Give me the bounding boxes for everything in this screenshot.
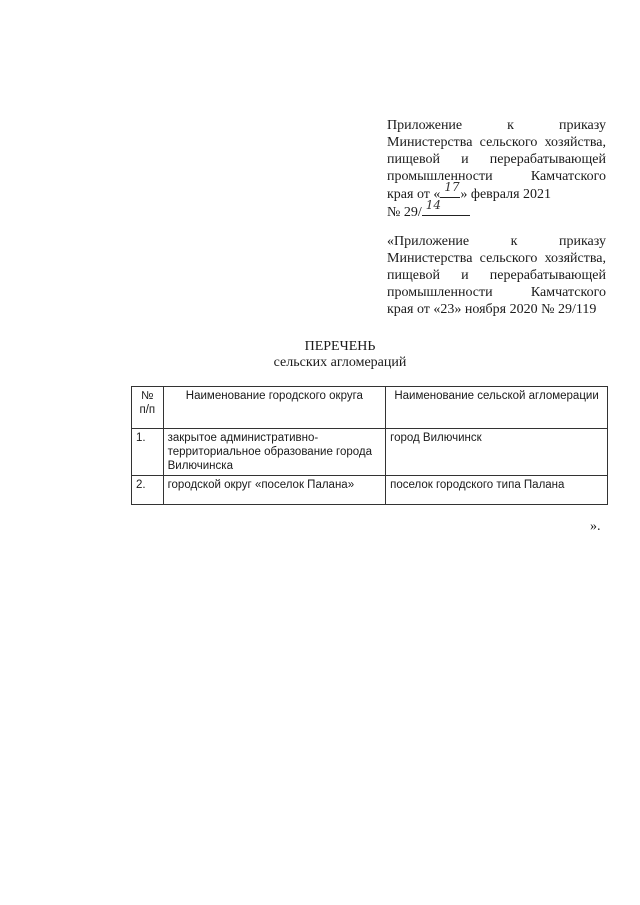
appendix-line: Министерства сельского хозяйства, bbox=[387, 251, 606, 266]
table-row bbox=[132, 476, 608, 505]
appendix-previous-block bbox=[387, 233, 606, 318]
header-number: № п/п bbox=[132, 387, 164, 429]
agglomerations-table bbox=[131, 386, 608, 505]
header-city-district: Наименование городского округа bbox=[163, 387, 386, 429]
cell-city-district: городской округ «поселок Палана» bbox=[163, 476, 386, 505]
closing-quote-mark: ». bbox=[590, 519, 601, 534]
cell-number: 2. bbox=[132, 476, 164, 505]
number-field bbox=[422, 198, 470, 216]
date-suffix: » февраля 2021 bbox=[460, 187, 552, 202]
date-day-field bbox=[440, 180, 460, 198]
date-prefix: края от « bbox=[387, 187, 441, 202]
cell-city-district: закрытое административно-территориальное образование города Вилючинска bbox=[163, 429, 386, 476]
number-handwritten: 14 bbox=[425, 198, 442, 212]
appendix-date-line bbox=[387, 180, 606, 203]
cell-number: 1. bbox=[132, 429, 164, 476]
appendix-line: пищевой и перерабатывающей bbox=[387, 268, 606, 283]
appendix-number-line bbox=[387, 198, 606, 221]
document-title: ПЕРЕЧЕНЬ bbox=[304, 339, 376, 354]
table-header-row bbox=[132, 387, 608, 429]
number-prefix: № 29/ bbox=[387, 205, 422, 220]
cell-agglomeration: город Вилючинск bbox=[386, 429, 608, 476]
appendix-current-block bbox=[387, 117, 606, 221]
appendix-line: «Приложение к приказу bbox=[387, 234, 606, 249]
appendix-line: Министерства сельского хозяйства, bbox=[387, 135, 606, 150]
header-agglomeration: Наименование сельской агломерации bbox=[386, 387, 608, 429]
table-row bbox=[132, 429, 608, 476]
appendix-line: Приложение к приказу bbox=[387, 118, 606, 133]
cell-agglomeration: поселок городского типа Палана bbox=[386, 476, 608, 505]
appendix-line: промышленности Камчатского bbox=[387, 285, 606, 300]
appendix-line: пищевой и перерабатывающей bbox=[387, 152, 606, 167]
document-subtitle: сельских агломераций bbox=[273, 355, 407, 370]
date-day-handwritten: 17 bbox=[444, 180, 460, 194]
appendix-line: промышленности Камчатского bbox=[387, 169, 606, 184]
appendix-line: края от «23» ноября 2020 № 29/119 bbox=[387, 302, 597, 317]
